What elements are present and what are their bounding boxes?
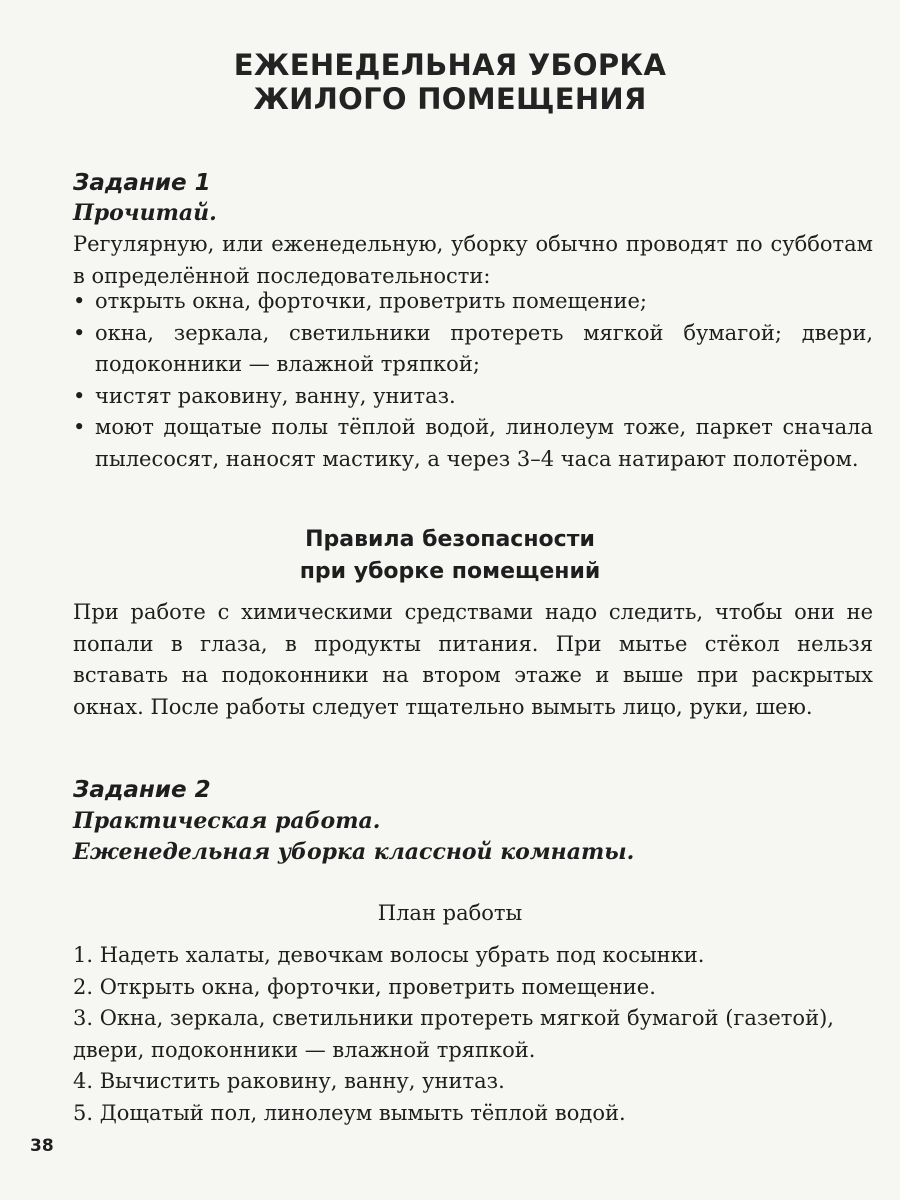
list-item: 2. Открыть окна, форточки, проветрить помещение. (73, 974, 656, 999)
safety-rules-text: При работе с химическими средствами надо следить, чтобы они не попали в глаза, в продукты питания. При мытье стёкол нельзя вставать на подоконники на втором этаже и выше при раскрытых окнах. После работы следует тщательно вымыть лицо, руки, шею. (73, 600, 873, 719)
list-item: 4. Вычистить раковину, ванну, унитаз. (73, 1069, 505, 1093)
task-2-subtitle-2: Еженедельная уборка классной комнаты. (73, 839, 635, 865)
page-title-line-2: ЖИЛОГО ПОМЕЩЕНИЯ (253, 82, 647, 116)
list-item: 3. Окна, зеркала, светильники протереть мягкой бумагой (газетой), двери, подоконники — влажной тряпкой. (73, 1006, 834, 1062)
bullet-icon: • (73, 289, 86, 313)
list-item (73, 412, 873, 475)
list-item: 5. Дощатый пол, линолеум вымыть тёплой водой. (73, 1100, 626, 1125)
bullet-text: окна, зеркала, светильники протереть мягкой бумагой; двери, подоконники — влажной тряпкой; (95, 320, 873, 376)
work-plan-list (73, 940, 873, 1129)
list-item (73, 381, 873, 413)
list-item (73, 318, 873, 381)
page-title (0, 48, 900, 116)
plan-title: План работы (377, 901, 523, 925)
safety-rules-title-line-2: при уборке помещений (299, 559, 601, 584)
bullet-icon: • (73, 383, 86, 408)
page-number: 38 (30, 1136, 54, 1156)
safety-rules-title-line-1: Правила безопасности (305, 527, 595, 552)
bullet-text: моют дощатые полы тёплой водой, линолеум тоже, паркет сначала пылесосят, наносят мастику, а через 3–4 часа натирают полотёром. (95, 415, 873, 471)
page-title-line-1: ЕЖЕНЕДЕЛЬНАЯ УБОРКА (233, 48, 667, 82)
task-1-intro: Регулярную, или еженедельную, уборку обычно проводят по субботам в определённой последовательности: (73, 232, 873, 288)
bullet-text: открыть окна, форточки, проветрить помещение; (95, 289, 648, 313)
bullet-text: чистят раковину, ванну, унитаз. (95, 383, 456, 408)
bullet-icon: • (73, 415, 86, 439)
list-item (73, 286, 873, 318)
list-item: 1. Надеть халаты, девочкам волосы убрать под косынки. (73, 943, 705, 967)
task-1-heading: Задание 1 (73, 170, 211, 196)
bullet-icon: • (73, 320, 86, 345)
task-2-heading: Задание 2 (73, 777, 211, 803)
task-2-subtitle-1: Практическая работа. (73, 808, 381, 834)
task-1-instruction: Прочитай. (73, 200, 217, 226)
safety-rules-title (0, 524, 900, 588)
task-1-bullet-list (73, 286, 873, 475)
